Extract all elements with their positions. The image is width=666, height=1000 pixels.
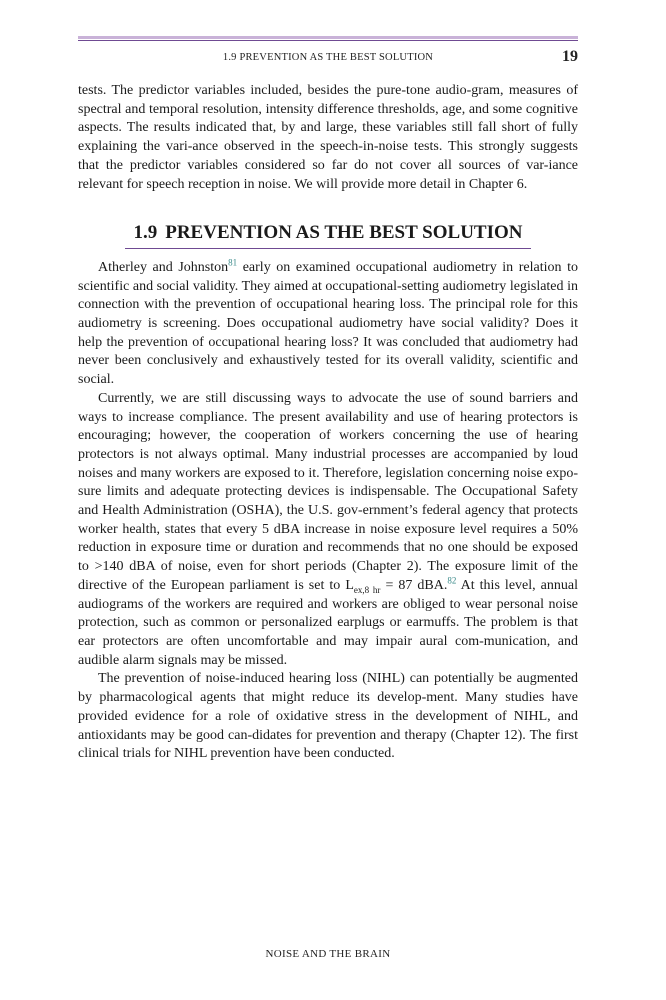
lex-value: = 87 dBA. [380, 577, 448, 593]
paragraph-1-rest: early on examined occupational audiometry in relation to scientific and social validity. They aimed at occupational-setting audiometry legislated in connection with the prevention of occupational hearing loss. The principal role for this audiometry is screening. Does occupational audiometry have social validity? Does it help the prevention of occupational hearing loss? It was concluded that audiometry had never been conclusively and exhaustively tested for its overall validity, scientific and social. [78, 259, 578, 388]
running-title: 1.9 PREVENTION AS THE BEST SOLUTION [222, 52, 434, 63]
reference-link-81[interactable]: 81 [228, 257, 238, 268]
paragraph-intro: tests. The predictor variables included, besides the pure-tone audio-gram, measures of spectral and temporal resolution, intensity difference thresholds, age, and some cognitive aspects. The results indicated that, by and large, these variables still fall short of fully explaining the vari-ance observed in the speech-in-noise tests. This strongly suggests that the predictor variables considered so far do not cover all sources of var-iance relevant for speech reception in noise. We will provide more detail in Chapter 6. [78, 83, 578, 192]
section-heading [78, 224, 578, 249]
page-number: 19 [562, 48, 578, 65]
lex-symbol: L [345, 577, 354, 593]
running-footer: NOISE AND THE BRAIN [265, 948, 391, 960]
paragraph-2 [78, 390, 578, 671]
lex-subscript: ex,8 hr [353, 584, 381, 595]
paragraph-3: The prevention of noise-induced hearing loss (NIHL) can potentially be augmented by pharmacological agents that might reduce its develop-ment. Many studies have provided evidence for a role of oxidative stress in the development of NIHL, and antioxidants may be good can-didates for prevention and therapy (Chapter 12). The first clinical trials for NIHL prevention have been conducted. [78, 671, 578, 762]
header-rule [78, 36, 578, 39]
reference-link-82[interactable]: 82 [447, 575, 457, 586]
paragraph-2-main: Currently, we are still discussing ways to advocate the use of sound barriers and ways to increase compliance. The present availability and use of hearing protectors is encouraging; however, the cooperation of workers concerning the use of hearing protectors is not always optimal. Many industrial processes are accompanied by loud noises and many workers are exposed to it. Therefore, legislation concerning noise expo-sure limits and adequate protecting devices is indispensable. The Occupational Safety and Health Administration (OSHA), the U.S. gov-ernment’s federal agency that protects worker health, states that every 5 dBA increase in noise exposure level requires a 50% reduction in exposure time or duration and recommends that no one should be exposed to >140 dBA of noise, even for short periods (Chapter 2). The exposure limit of the directive of the European parliament is set to [78, 390, 578, 593]
section-title: PREVENTION AS THE BEST SOLUTION [165, 222, 523, 244]
paragraph-1-start: Atherley and Johnston [98, 259, 229, 275]
header-rule-dark [78, 40, 578, 41]
paragraph-1 [78, 259, 578, 390]
running-head [78, 48, 578, 70]
section-number: 1.9 [133, 222, 158, 244]
body-text [78, 82, 578, 764]
paragraph-2-rest: At this level, annual audiograms of the workers are required and workers are obliged to wear personal noise protection, such as common or personalized earplugs or earmuffs. The problem is that ear protectors are often uncomfortable and may impair aural com-munication, and audible alarm signals may be missed. [78, 577, 578, 668]
